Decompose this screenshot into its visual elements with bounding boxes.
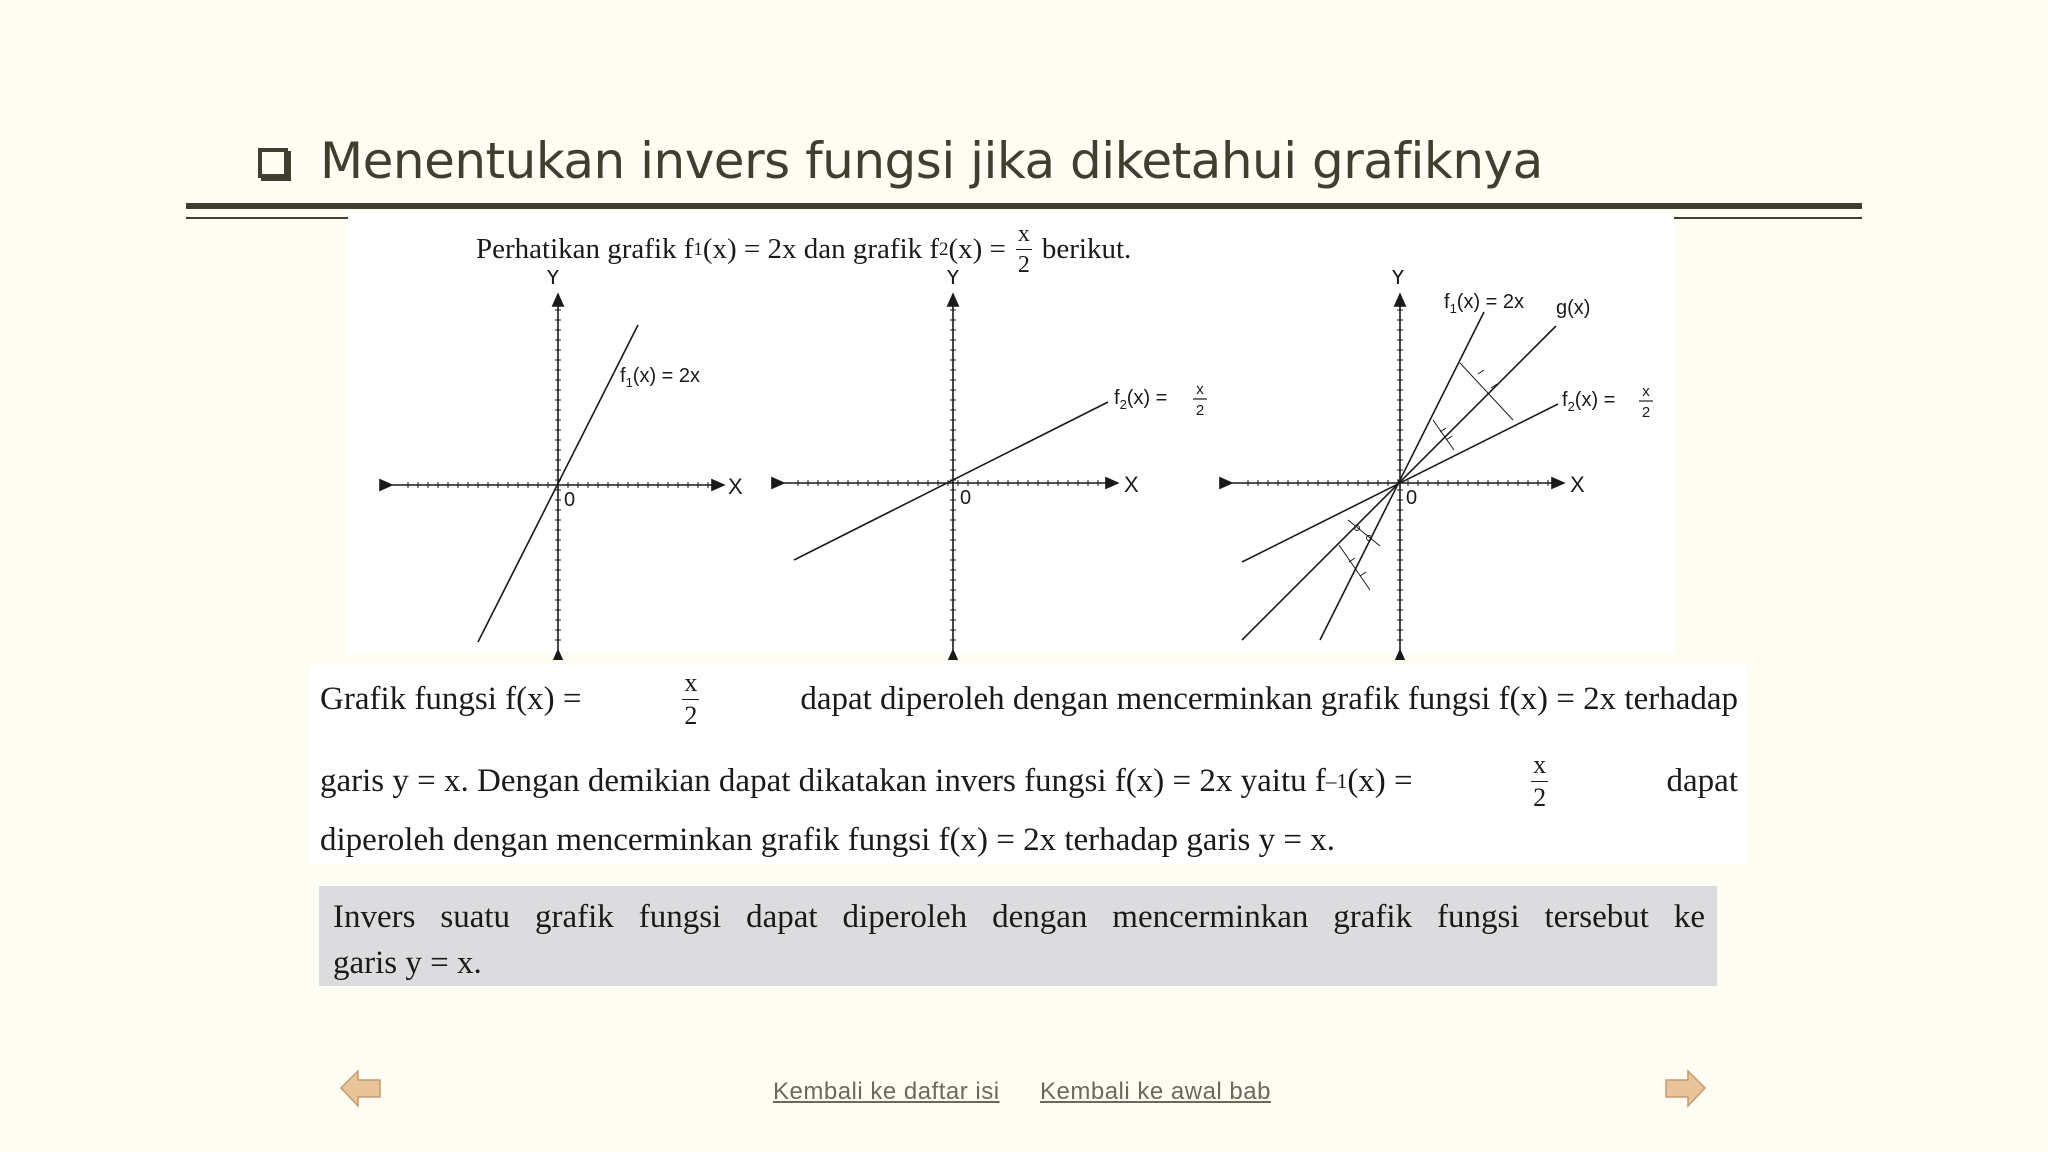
graph3-x-label: X — [1570, 472, 1585, 497]
paragraph-line-2: garis y = x. Dengan demikian dapat dikatakan invers fungsi f(x) = 2x yaitu f –1 (x) = $\frac{x}{2}$ dapat — [320, 749, 1738, 812]
graph3-g-label: g(x) — [1556, 297, 1591, 319]
title-underline — [186, 203, 1862, 209]
graph2-origin-label: 0 — [960, 487, 972, 509]
slide-title — [258, 132, 1543, 190]
graph3-f1-label: $f_1(x) = 2x$ — [1444, 291, 1525, 316]
title-underline-thin-right — [1674, 217, 1862, 219]
paragraph-line-1: Grafik fungsi f(x) = $\frac{x}{2}$ dapat diperoleh dengan mencerminkan grafik fungsi f(x) = 2x terhadap — [320, 667, 1738, 730]
conclusion-box — [319, 886, 1717, 986]
graph2-y-label: Y — [945, 270, 961, 289]
graph-combined — [1232, 270, 1653, 650]
checkbox-bullet-icon — [258, 148, 288, 178]
graph3-frac-den: 2 — [1641, 404, 1651, 421]
function-graphs — [348, 270, 1674, 660]
paragraph-fraction-2: $\frac{x}{2}$ — [1533, 749, 1547, 812]
intro-fraction: $\frac{x}{2}$ — [1017, 221, 1030, 278]
graph3-f2-label: $f_2(x)$ = — [1562, 389, 1616, 414]
graph2-f2-label: $f_2(x)$ = — [1114, 387, 1168, 412]
graph3-axis-ticks — [1248, 310, 1548, 640]
graph3-reflection-marks — [1339, 363, 1513, 590]
graph2-x-label: X — [1124, 472, 1139, 497]
paragraph-fraction-1: $\frac{x}{2}$ — [684, 667, 698, 730]
next-arrow-icon[interactable] — [1662, 1066, 1708, 1112]
graph1-f1-label: $f_1(x) = 2x$ — [620, 365, 701, 390]
back-to-chapter-link[interactable]: Kembali ke awal bab — [1040, 1078, 1271, 1105]
graph3-frac-num: x — [1642, 383, 1650, 400]
graph2-frac-den: 2 — [1195, 402, 1205, 419]
graph3-y-label: Y — [1390, 270, 1406, 289]
slide-title-text: Menentukan invers fungsi jika diketahui grafiknya — [320, 132, 1543, 190]
intro-sentence: Perhatikan grafik f 1 (x) = 2x dan grafik f 2 (x) = $\frac{x}{2}$ berikut. — [476, 221, 1132, 278]
back-to-toc-link[interactable]: Kembali ke daftar isi — [773, 1078, 1000, 1105]
graph1-x-label: X — [728, 474, 743, 499]
title-underline-thin-left — [186, 217, 350, 219]
graph3-line-f1 — [1320, 312, 1484, 640]
graph-f1 — [392, 270, 743, 650]
paragraph-line-3: diperoleh dengan mencerminkan grafik fungsi f(x) = 2x terhadap garis y = x. — [320, 822, 1335, 858]
graph1-origin-label: 0 — [564, 489, 576, 511]
graph2-line-f2 — [794, 402, 1108, 560]
conclusion-line-1: Invers suatu grafik fungsi dapat diperoleh dengan mencerminkan grafik fungsi tersebut ke — [333, 899, 1705, 935]
previous-arrow-icon[interactable] — [338, 1066, 384, 1112]
conclusion-line-2: garis y = x. — [333, 945, 482, 981]
graph3-origin-label: 0 — [1406, 487, 1418, 509]
graph-f2 — [784, 270, 1207, 650]
graph1-y-label: Y — [545, 270, 561, 289]
graph2-frac-num: x — [1196, 381, 1204, 398]
